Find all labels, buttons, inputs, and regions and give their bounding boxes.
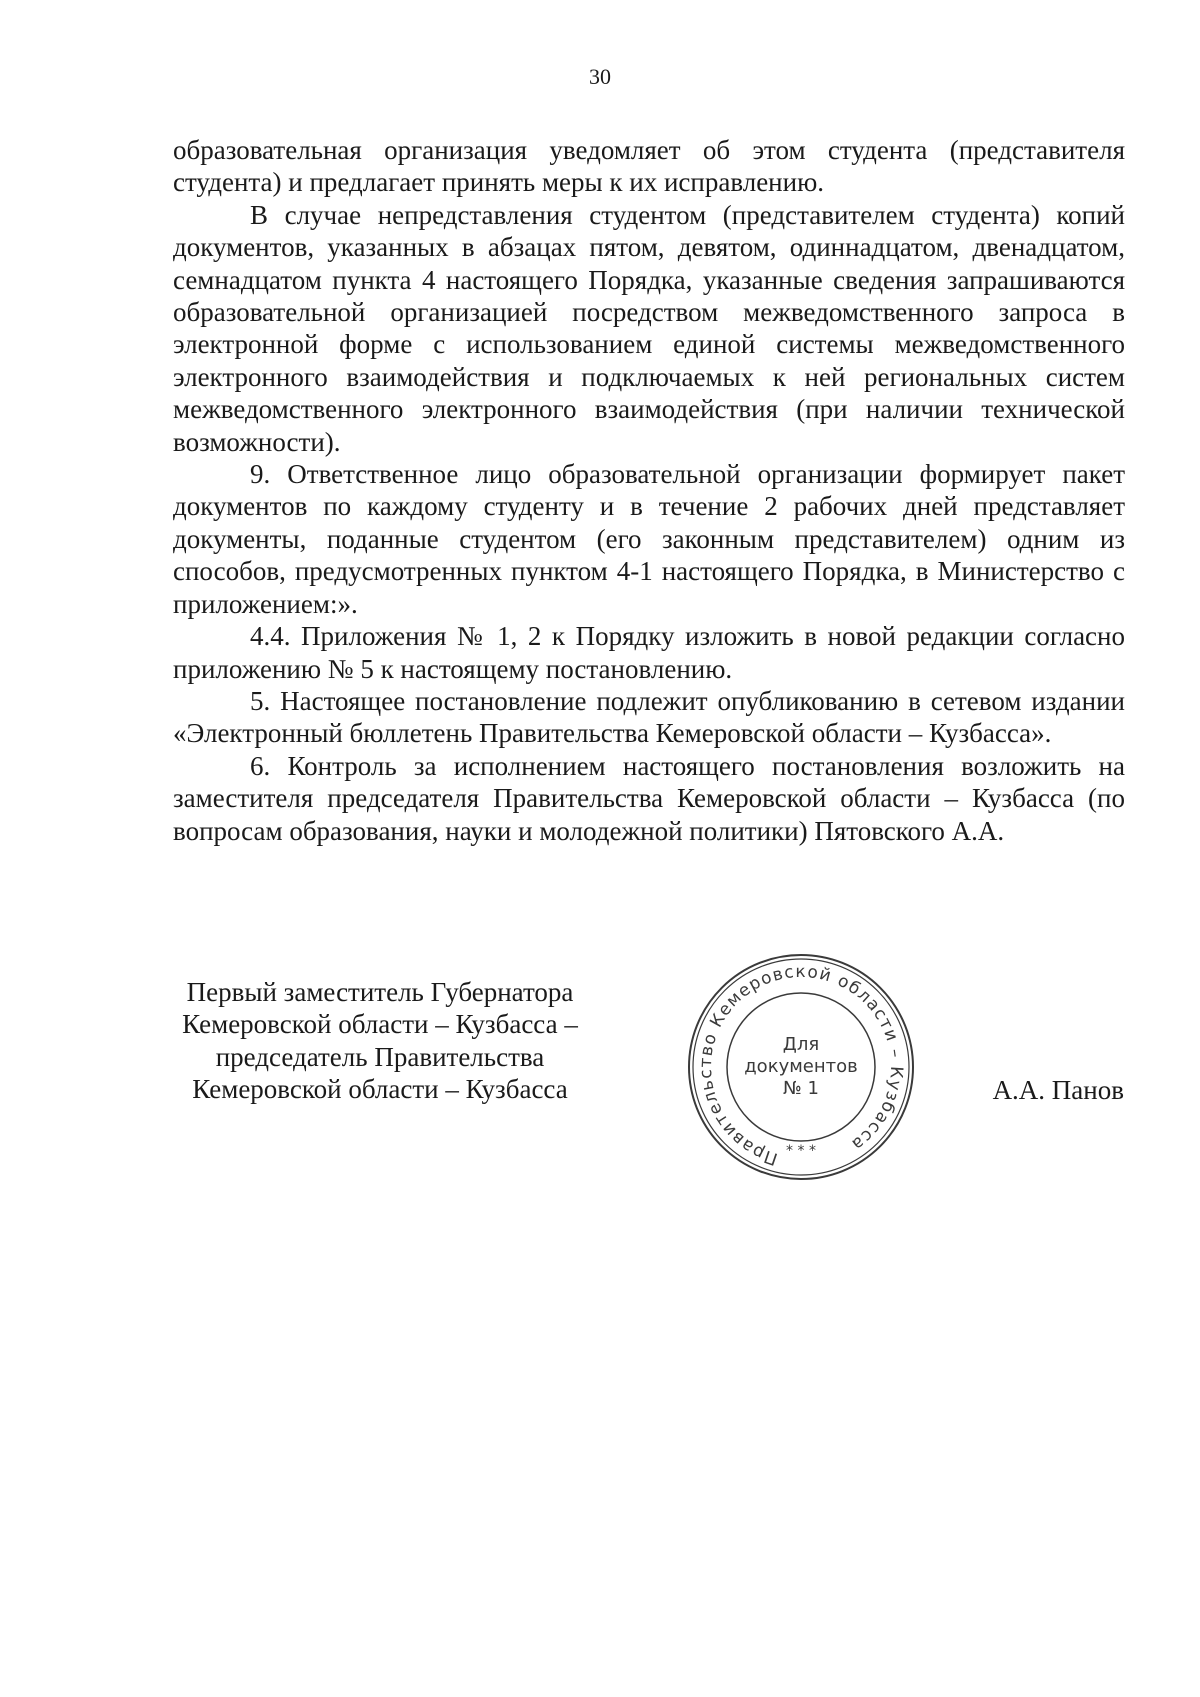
paragraph: 6. Контроль за исполнением настоящего постановления возложить на заместителя председателя Правительства Кемеровской области – Кузбасса (по вопросам образования, науки и молодежной политики) Пятовского А.А. bbox=[173, 750, 1125, 846]
paragraph: 4.4. Приложения № 1, 2 к Порядку изложить в новой редакции согласно приложению № 5 к настоящему постановлению. bbox=[173, 621, 1125, 684]
signatory-position-line: Первый заместитель Губернатора bbox=[186, 977, 574, 1007]
seal-center-line: Для bbox=[782, 1034, 820, 1055]
signatory-position-line: председатель Правительства bbox=[215, 1041, 545, 1072]
paragraph: образовательная организация уведомляет об этом студента (представителя студента) и предлагает принять меры к их исправлению. bbox=[173, 135, 1125, 198]
seal-center-line: документов bbox=[744, 1056, 858, 1077]
seal-ring-text: Правительство Кемеровской области – Кузбасса bbox=[695, 961, 907, 1169]
official-seal bbox=[684, 950, 918, 1184]
page-number: 30 bbox=[589, 64, 611, 89]
paragraph: В случае непредставления студентом (представителем студента) копий документов, указанных в абзацах пятом, девятом, одиннадцатом, двенадцатом, семнадцатом пункта 4 настоящего Порядка, указанные сведения запрашиваются образовательной организацией посредством межведомственного запроса в электронной форме с использованием единой системы межведомственного электронного взаимодействия и подключаемых к ней региональных систем межведомственного электронного взаимодействия (при наличии технической возможности). bbox=[173, 199, 1125, 457]
seal-center-line: № 1 bbox=[783, 1078, 819, 1099]
paragraph: 5. Настоящее постановление подлежит опубликованию в сетевом издании «Электронный бюллетень Правительства Кемеровской области – Кузбасса». bbox=[173, 685, 1125, 749]
signatory-name: А.А. Панов bbox=[992, 1075, 1124, 1105]
seal-stars: * * * bbox=[786, 1143, 816, 1159]
signatory-position-line: Кемеровской области – Кузбасса bbox=[192, 1074, 568, 1105]
seal-graphic bbox=[684, 950, 918, 1184]
paragraph: 9. Ответственное лицо образовательной организации формирует пакет документов по каждому студенту и в течение 2 рабочих дней представляет документы, поданные студентом (его законным представителем) одним из способов, предусмотренных пунктом 4-1 настоящего Порядка, в Министерство с приложением:». bbox=[173, 459, 1125, 619]
signatory-position-line: Кемеровской области – Кузбасса – bbox=[182, 1009, 578, 1040]
signatory-position bbox=[160, 976, 600, 1106]
document-body bbox=[173, 134, 1125, 847]
